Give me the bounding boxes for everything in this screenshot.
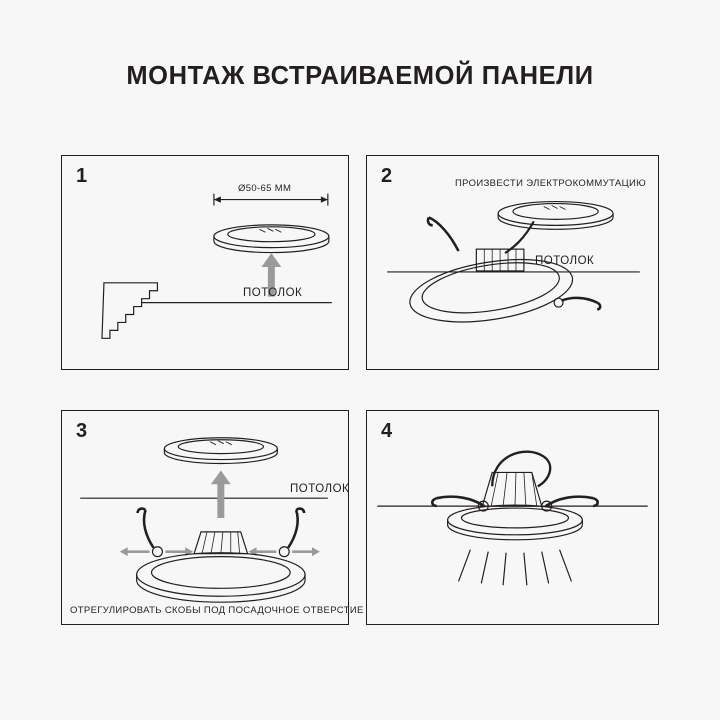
step-2-ceiling-label: ПОТОЛОК <box>535 255 595 267</box>
page-title: МОНТАЖ ВСТРАИВАЕМОЙ ПАНЕЛИ <box>126 62 594 90</box>
steps-grid <box>61 155 659 625</box>
step-1-ceiling-label: ПОТОЛОК <box>243 287 303 299</box>
step-panel-3 <box>61 410 364 625</box>
step-3-illustration <box>62 411 348 624</box>
step-4-illustration <box>367 411 658 624</box>
step-number-3: 3 <box>76 420 88 442</box>
step-1-dimension-label: Ø50-65 ММ <box>238 183 292 194</box>
step-panel-4 <box>366 410 659 625</box>
step-2-instruction-label: ПРОИЗВЕСТИ ЭЛЕКТРОКОММУТАЦИЮ <box>455 178 647 189</box>
step-3-ceiling-label: ПОТОЛОК <box>290 483 350 495</box>
step-panel-1 <box>61 155 349 370</box>
step-1-illustration <box>62 156 348 369</box>
step-panel-2 <box>366 155 659 370</box>
step-number-2: 2 <box>381 165 393 187</box>
step-number-1: 1 <box>76 165 88 187</box>
step-number-4: 4 <box>381 420 393 442</box>
step-3-instruction-label: ОТРЕГУЛИРОВАТЬ СКОБЫ ПОД ПОСАДОЧНОЕ ОТВЕРСТИЕ <box>70 605 364 616</box>
